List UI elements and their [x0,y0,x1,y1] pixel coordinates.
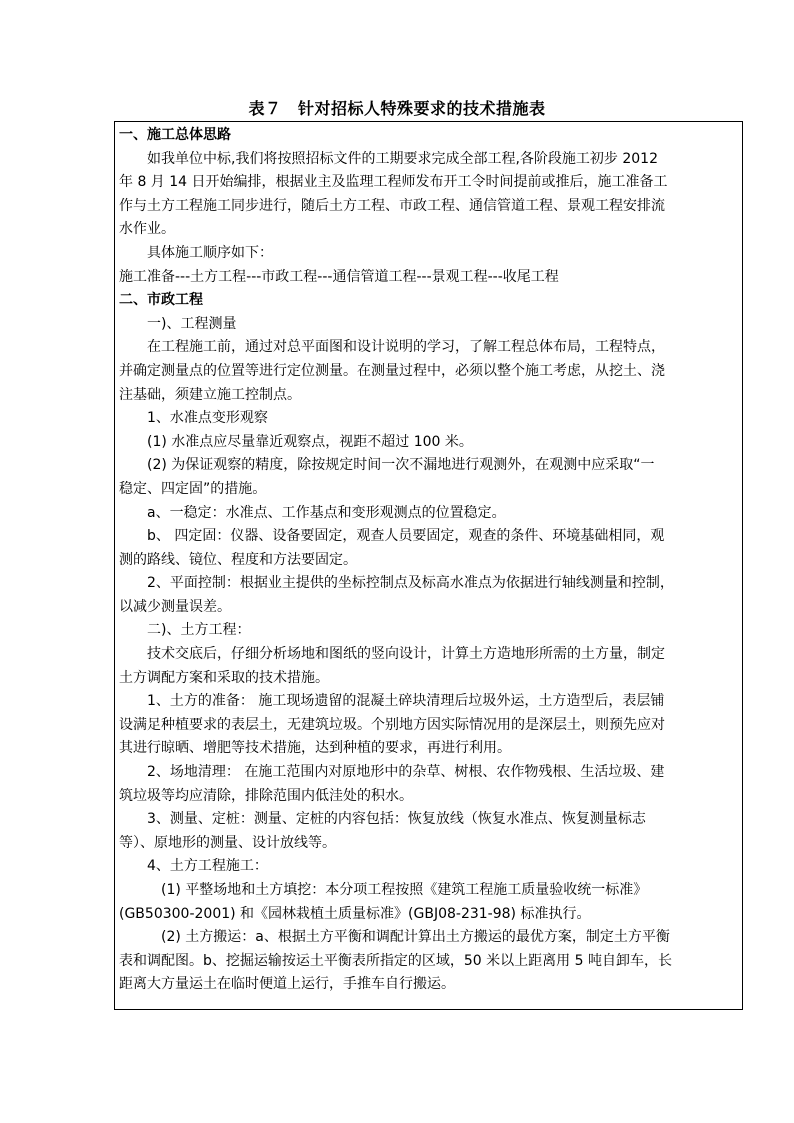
paragraph-line: (2) 为保证观察的精度，除按规定时间一次不漏地进行观测外，在观测中应采取“一 [147,457,655,474]
paragraph-line: 稳定、四定固”的措施。 [119,480,267,497]
subsection-heading: 一)、工程测量 [147,315,237,332]
paragraph-line: 等）、原地形的测量、设计放线等。 [119,834,336,851]
paragraph-line: 在工程施工前，通过对总平面图和设计说明的学习，了解工程总体布局，工程特点， [147,339,665,356]
paragraph-line: 注基础，须建立施工控制点。 [119,386,301,403]
paragraph-line: 如我单位中标,我们将按照招标文件的工期要求完成全部工程,各阶段施工初步 2012 [147,150,658,167]
paragraph-line: 1、土方的准备： 施工现场遗留的混凝土碎块清理后垃圾外运，土方造型后，表层铺 [147,693,665,710]
paragraph-line: 技术交底后，仔细分析场地和图纸的竖向设计，计算土方造地形所需的土方量，制定 [147,646,665,663]
paragraph-line: 年 8 月 14 日开始编排，根据业主及监理工程师发布开工令时间提前或推后，施工准备工 [119,174,668,191]
paragraph-line: 设满足种植要求的表层土，无建筑垃圾。个别地方因实际情况用的是深层土，则预先应对 [119,716,665,733]
paragraph-line: b、 四定固：仪器、设备要固定，观查人员要固定，观查的条件、环境基础相同，观 [147,528,665,545]
subsection-heading: 二)、土方工程： [147,622,251,639]
paragraph-line: 其进行晾晒、增肥等技术措施，达到种植的要求，再进行利用。 [119,740,511,757]
paragraph-line: 4、土方工程施工： [147,858,268,875]
paragraph-line: 并确定测量点的位置等进行定位测量。在测量过程中，必须以整个施工考虑，从挖土、浇 [119,362,665,379]
paragraph-line: 1、水准点变形观察 [147,410,268,427]
paragraph-line: 水作业。 [119,221,175,238]
paragraph-line: 作与土方工程施工同步进行，随后土方工程、市政工程、通信管道工程、景观工程安排流 [119,197,665,214]
paragraph-line: 距离大方量运土在临时便道上运行，手推车自行搬运。 [119,976,455,993]
paragraph-line: 2、平面控制：根据业主提供的坐标控制点及标高水准点为依据进行轴线测量和控制， [147,575,674,592]
paragraph-line: (1) 平整场地和土方填挖：本分项工程按照《建筑工程施工质量验收统一标准》 [161,882,648,898]
paragraph-line: (GB50300-2001) 和《园林栽植土质量标准》(GBJ08-231-98) 标准执行。 [119,905,591,922]
paragraph-line: 土方调配方案和采取的技术措施。 [119,669,329,686]
section-heading: 一、施工总体思路 [119,127,231,143]
paragraph-line: 以减少测量误差。 [119,598,231,615]
paragraph-line: 测的路线、镜位、程度和方法要固定。 [119,551,357,568]
section-heading: 二、市政工程 [119,292,203,309]
paragraph-line: 表和调配图。b、挖掘运输按运土平衡表所指定的区域，50 米以上距离用 5 吨自卸车，长 [119,952,672,969]
paragraph-line: (1) 水准点应尽量靠近观察点，视距不超过 100 米。 [147,433,473,450]
paragraph-line: (2) 土方搬运：a、根据土方平衡和调配计算出土方搬运的最优方案，制定土方平衡 [161,929,670,946]
paragraph-line: 3、测量、定桩：测量、定桩的内容包括：恢复放线（恢复水准点、恢复测量标志 [147,811,646,828]
paragraph-line: 施工准备---土方工程---市政工程---通信管道工程---景观工程---收尾工程 [119,268,559,285]
content-table-cell [114,121,743,1010]
paragraph-line: 2、场地清理： 在施工范围内对原地形中的杂草、树根、农作物残根、生活垃圾、建 [147,764,665,781]
paragraph-line: a、一稳定：水准点、工作基点和变形观测点的位置稳定。 [147,504,506,521]
paragraph-line: 具体施工顺序如下： [147,244,273,261]
paragraph-line: 筑垃圾等均应清除，排除范围内低洼处的积水。 [119,787,413,804]
page-title: 表７ 针对招标人特殊要求的技术措施表 [248,99,546,118]
